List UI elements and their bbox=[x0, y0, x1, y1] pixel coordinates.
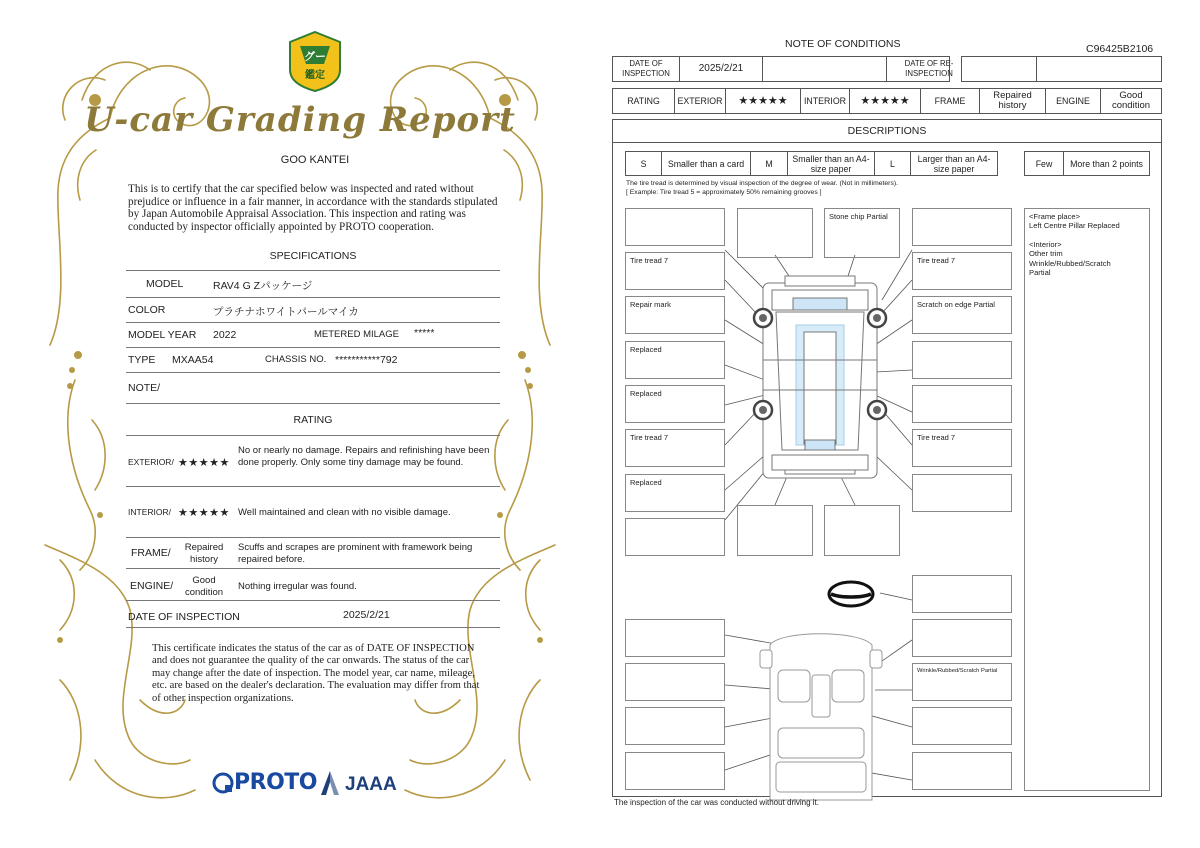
divider bbox=[126, 435, 500, 436]
damage-box-replaced: Replaced bbox=[625, 385, 725, 423]
frame-description: Scuffs and scrapes are prominent with framework being repaired before. bbox=[238, 542, 473, 565]
damage-box bbox=[625, 208, 725, 246]
interior-box bbox=[625, 752, 725, 790]
interior-box bbox=[625, 619, 725, 657]
exterior-label: EXTERIOR bbox=[674, 88, 726, 114]
specifications-heading: SPECIFICATIONS bbox=[269, 250, 357, 262]
divider bbox=[126, 537, 500, 538]
damage-box bbox=[912, 474, 1012, 512]
rating-heading: RATING bbox=[293, 414, 333, 426]
model-year-value: 2022 bbox=[213, 329, 237, 341]
interior-label: INTERIOR/ bbox=[128, 507, 171, 517]
divider bbox=[126, 403, 500, 404]
tire-tread-note: The tire tread is determined by visual inspection of the degree of wear. (Not in millimeters). bbox=[626, 180, 898, 187]
damage-box-replaced: Replaced bbox=[625, 474, 725, 512]
divider bbox=[126, 347, 500, 348]
legend-s: S bbox=[625, 151, 662, 176]
interior-value: Wrinkle/Rubbed/Scratch bbox=[1029, 258, 1111, 268]
model-value: RAV4 G Zパッケージ bbox=[213, 280, 313, 292]
model-year-label: MODEL YEAR bbox=[128, 329, 197, 341]
type-label: TYPE bbox=[128, 354, 156, 366]
legend-m-text: Smaller than an A4-size paper bbox=[787, 151, 875, 176]
tire-tread-example: [ Example: Tire tread 5 = approximately 50% remaining grooves ] bbox=[626, 189, 822, 196]
interior-box bbox=[912, 707, 1012, 745]
type-value: MXAA54 bbox=[172, 354, 214, 366]
side-notes-panel bbox=[1024, 208, 1150, 791]
model-label: MODEL bbox=[146, 278, 184, 290]
jaaa-logo: JAAA bbox=[345, 774, 397, 795]
chassis-label: CHASSIS NO. bbox=[265, 354, 327, 365]
damage-box bbox=[824, 505, 900, 556]
damage-box bbox=[737, 208, 813, 258]
frame-place-value: Left Centre Pillar Replaced bbox=[1029, 221, 1120, 231]
metered-milage-label: METERED MILAGE bbox=[314, 329, 399, 340]
engine-label: ENGINE/ bbox=[130, 580, 174, 592]
report-code: C96425B2106 bbox=[1086, 43, 1154, 55]
damage-box-tire-front-right: Tire tread 7 bbox=[912, 252, 1012, 290]
divider bbox=[126, 600, 500, 601]
certificate-disclaimer: This certificate indicates the status of the car as of DATE OF INSPECTION and does not guarantee the quality of the car onwards. The status of the car may change after the date of inspection. The model year, car name, mileage, etc. are based on the dealer's declaration. The evaluation may differ from that of other inspection organizations. bbox=[152, 643, 480, 704]
legend-l-text: Larger than an A4-size paper bbox=[910, 151, 998, 176]
damage-box-tire-front-left: Tire tread 7 bbox=[625, 252, 725, 290]
interior-box bbox=[912, 752, 1012, 790]
date-of-inspection-label: DATE OF INSPECTION bbox=[128, 611, 240, 623]
interior-description: Well maintained and clean with no visible damage. bbox=[238, 507, 451, 518]
damage-box bbox=[912, 341, 1012, 379]
color-value: プラチナホワイトパールマイカ bbox=[213, 306, 359, 318]
damage-box-repair-mark: Repair mark bbox=[625, 296, 725, 334]
svg-text:グー: グー bbox=[304, 50, 326, 63]
date-of-reinspection-label: DATE OF RE-INSPECTION bbox=[904, 59, 954, 78]
descriptions-heading: DESCRIPTIONS bbox=[612, 119, 1162, 143]
damage-box-tire-rear-left: Tire tread 7 bbox=[625, 429, 725, 467]
interior-label: INTERIOR bbox=[800, 88, 850, 114]
proto-logo: PROTO bbox=[234, 770, 317, 795]
divider bbox=[126, 270, 500, 271]
interior-box bbox=[625, 707, 725, 745]
engine-label: ENGINE bbox=[1045, 88, 1101, 114]
certification-statement: This is to certify that the car specified below was inspected and rated without prejudice or influence in a fair manner, in accordance with the standards stipulated by Japan Automobile Appraisal Association. This inspection and rating was conducted by inspector officially appointed by PROTO cooperation. bbox=[128, 183, 498, 233]
proto-mark-icon bbox=[212, 772, 234, 794]
divider bbox=[126, 297, 500, 298]
goo-kantei-seal-logo bbox=[286, 30, 344, 92]
interior-box-wrinkle: Wrinkle/Rubbed/Scratch Partial bbox=[912, 663, 1012, 701]
note-title: NOTE OF CONDITIONS bbox=[785, 38, 901, 50]
divider bbox=[126, 372, 500, 373]
metered-milage-value: ***** bbox=[414, 327, 435, 339]
date-of-inspection-value: 2025/2/21 bbox=[343, 609, 390, 621]
engine-description: Nothing irregular was found. bbox=[238, 581, 357, 592]
rating-label: RATING bbox=[612, 88, 675, 114]
damage-box-tire-rear-right: Tire tread 7 bbox=[912, 429, 1012, 467]
engine-value: Good condition bbox=[1100, 88, 1162, 114]
interior-value: Other trim bbox=[1029, 249, 1063, 259]
divider bbox=[126, 627, 500, 628]
damage-box-scratch-edge: Scratch on edge Partial bbox=[912, 296, 1012, 334]
damage-box bbox=[912, 385, 1012, 423]
divider bbox=[126, 486, 500, 487]
engine-value: Good condition bbox=[184, 575, 224, 598]
frame-value: Repaired history bbox=[979, 88, 1046, 114]
interior-stars: ★★★★★ bbox=[849, 88, 921, 114]
damage-box bbox=[625, 518, 725, 556]
legend-few-text: More than 2 points bbox=[1063, 151, 1150, 176]
frame-place-heading: <Frame place> bbox=[1029, 212, 1081, 221]
frame-label: FRAME/ bbox=[131, 547, 171, 559]
interior-box bbox=[625, 663, 725, 701]
note-label: NOTE/ bbox=[128, 382, 161, 394]
damage-box bbox=[737, 505, 813, 556]
damage-box-replaced: Replaced bbox=[625, 341, 725, 379]
chassis-value: ***********792 bbox=[335, 354, 398, 366]
interior-heading: <Interior> bbox=[1029, 239, 1062, 249]
report-subtitle: GOO KANTEI bbox=[280, 154, 350, 166]
divider bbox=[126, 568, 500, 569]
steering-wheel-icon bbox=[829, 582, 873, 606]
damage-box bbox=[912, 208, 1012, 246]
frame-label: FRAME bbox=[920, 88, 980, 114]
color-label: COLOR bbox=[128, 304, 166, 316]
legend-m: M bbox=[750, 151, 788, 176]
date-of-inspection-value: 2025/2/21 bbox=[679, 56, 763, 82]
interior-box bbox=[912, 619, 1012, 657]
interior-stars: ★★★★★ bbox=[178, 507, 230, 519]
legend-few: Few bbox=[1024, 151, 1064, 176]
interior-value: Partial bbox=[1029, 268, 1051, 278]
legend-s-text: Smaller than a card bbox=[661, 151, 751, 176]
date-of-inspection-label: DATE OF INSPECTION bbox=[612, 56, 680, 82]
exterior-stars: ★★★★★ bbox=[178, 457, 230, 469]
jaaa-mark-icon bbox=[318, 770, 342, 796]
note-of-conditions bbox=[600, 0, 1200, 848]
divider bbox=[126, 322, 500, 323]
inspection-footer: The inspection of the car was conducted without driving it. bbox=[614, 798, 819, 807]
damage-box-stone-chip: Stone chip Partial bbox=[824, 208, 900, 258]
exterior-label: EXTERIOR/ bbox=[128, 457, 174, 467]
damage-box-steering bbox=[912, 575, 1012, 613]
svg-text:鑑定: 鑑定 bbox=[305, 70, 325, 81]
frame-value: Repaired history bbox=[184, 542, 224, 565]
report-title: U-car Grading Report bbox=[84, 100, 516, 140]
legend-l: L bbox=[874, 151, 911, 176]
exterior-description: No or nearly no damage. Repairs and refinishing have been done properly. Only some tiny damage may be found. bbox=[238, 445, 490, 468]
exterior-stars: ★★★★★ bbox=[725, 88, 801, 114]
